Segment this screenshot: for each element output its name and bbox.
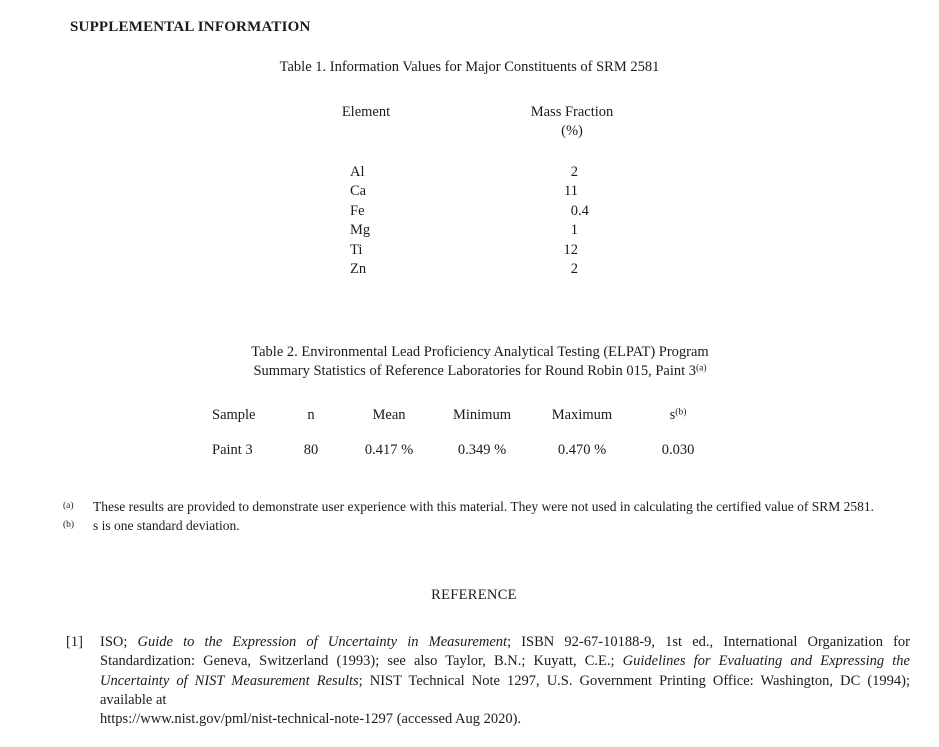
element-symbol: Fe	[350, 202, 365, 219]
table1-caption: Table 1. Information Values for Major Constituents of SRM 2581	[279, 59, 660, 75]
table2-caption-text: Summary Statistics of Reference Laboratories for Round Robin 015, Paint 3	[253, 363, 697, 379]
table2-header-row	[0, 407, 939, 427]
reference-text-1: ISO;	[100, 634, 138, 650]
table-row	[0, 261, 939, 280]
footnote-b-text: s is one standard deviation.	[93, 518, 240, 534]
table2-caption-line1: Table 2. Environmental Lead Proficiency Analytical Testing (ELPAT) Program	[251, 344, 709, 360]
sample-name: Paint 3	[212, 442, 253, 458]
element-symbol: Ti	[350, 241, 363, 258]
element-symbol: Al	[350, 164, 365, 180]
footnote-a-marker: (a)	[696, 363, 707, 374]
reference-entry	[66, 633, 910, 729]
table1-header-element: Element	[341, 104, 391, 120]
mass-fraction-value: 12	[563, 241, 578, 258]
footnote-b-marker: (b)	[675, 407, 687, 418]
table-row	[0, 222, 939, 241]
table2-header-sample: Sample	[212, 407, 256, 423]
page-title: SUPPLEMENTAL INFORMATION	[70, 19, 311, 35]
table1-body	[0, 164, 939, 280]
reference-number: [1]	[66, 634, 83, 650]
footnote-a-text: These results are provided to demonstrate user experience with this material. They were not used in calculating the certified value of SRM 2581.	[93, 499, 875, 514]
element-symbol: Mg	[350, 222, 371, 239]
table2-caption-line2	[0, 363, 939, 380]
reference-text-2: ; ISBN 92-67-10188-9, 1st ed., International Organization for Standardization: Geneva, Switzerland (1993); see also Taylor, B.N.; Kuyatt, C.E.;	[100, 634, 910, 670]
reference-text-4: (accessed Aug 2020).	[393, 711, 522, 728]
footnotes	[63, 497, 908, 535]
table2-header-s	[638, 407, 718, 424]
reference-text-3: ; NIST Technical Note 1297, U.S. Government Printing Office: Washington, DC (1994); available at	[100, 672, 911, 708]
s-symbol: s	[669, 407, 676, 423]
s-value: 0.030	[661, 442, 695, 458]
reference-title-italic-1: Guide to the Expression of Uncertainty in Measurement	[137, 634, 508, 650]
mass-fraction-value: 0	[570, 202, 578, 219]
table-row	[0, 442, 939, 462]
table2-header-maximum: Maximum	[551, 407, 613, 423]
mass-fraction-decimal: .4	[578, 202, 589, 219]
footnote-b	[63, 516, 908, 535]
mass-fraction-value: 2	[570, 164, 578, 180]
element-symbol: Ca	[350, 183, 367, 200]
n-value: 80	[303, 442, 319, 458]
table2-header-n: n	[307, 407, 315, 423]
mass-fraction-value: 1	[570, 222, 578, 239]
reference-url[interactable]: https://www.nist.gov/pml/nist-technical-note-1297	[100, 711, 394, 728]
reference-title-italic-2: Guidelines for Evaluating and Expressing the Uncertainty of NIST Measurement Results	[100, 653, 910, 689]
mean-value: 0.417 %	[364, 442, 414, 458]
table-row	[0, 203, 939, 222]
mass-fraction-value: 2	[570, 260, 578, 277]
table1-header-unit: (%)	[561, 123, 583, 139]
maximum-value: 0.470 %	[557, 442, 607, 458]
footnote-a-marker: (a)	[63, 501, 74, 511]
table2-header-minimum: Minimum	[452, 407, 511, 423]
table-row	[0, 164, 939, 183]
table2-header-mean: Mean	[372, 407, 406, 423]
mass-fraction-value: 11	[564, 183, 578, 200]
table-row	[0, 183, 939, 202]
footnote-b-marker: (b)	[63, 520, 75, 531]
element-symbol: Zn	[350, 260, 367, 277]
table1-header-mass-fraction: Mass Fraction	[530, 104, 614, 120]
footnote-a	[63, 497, 908, 516]
reference-heading: REFERENCE	[431, 587, 517, 603]
table-row	[0, 242, 939, 261]
minimum-value: 0.349 %	[457, 442, 507, 458]
